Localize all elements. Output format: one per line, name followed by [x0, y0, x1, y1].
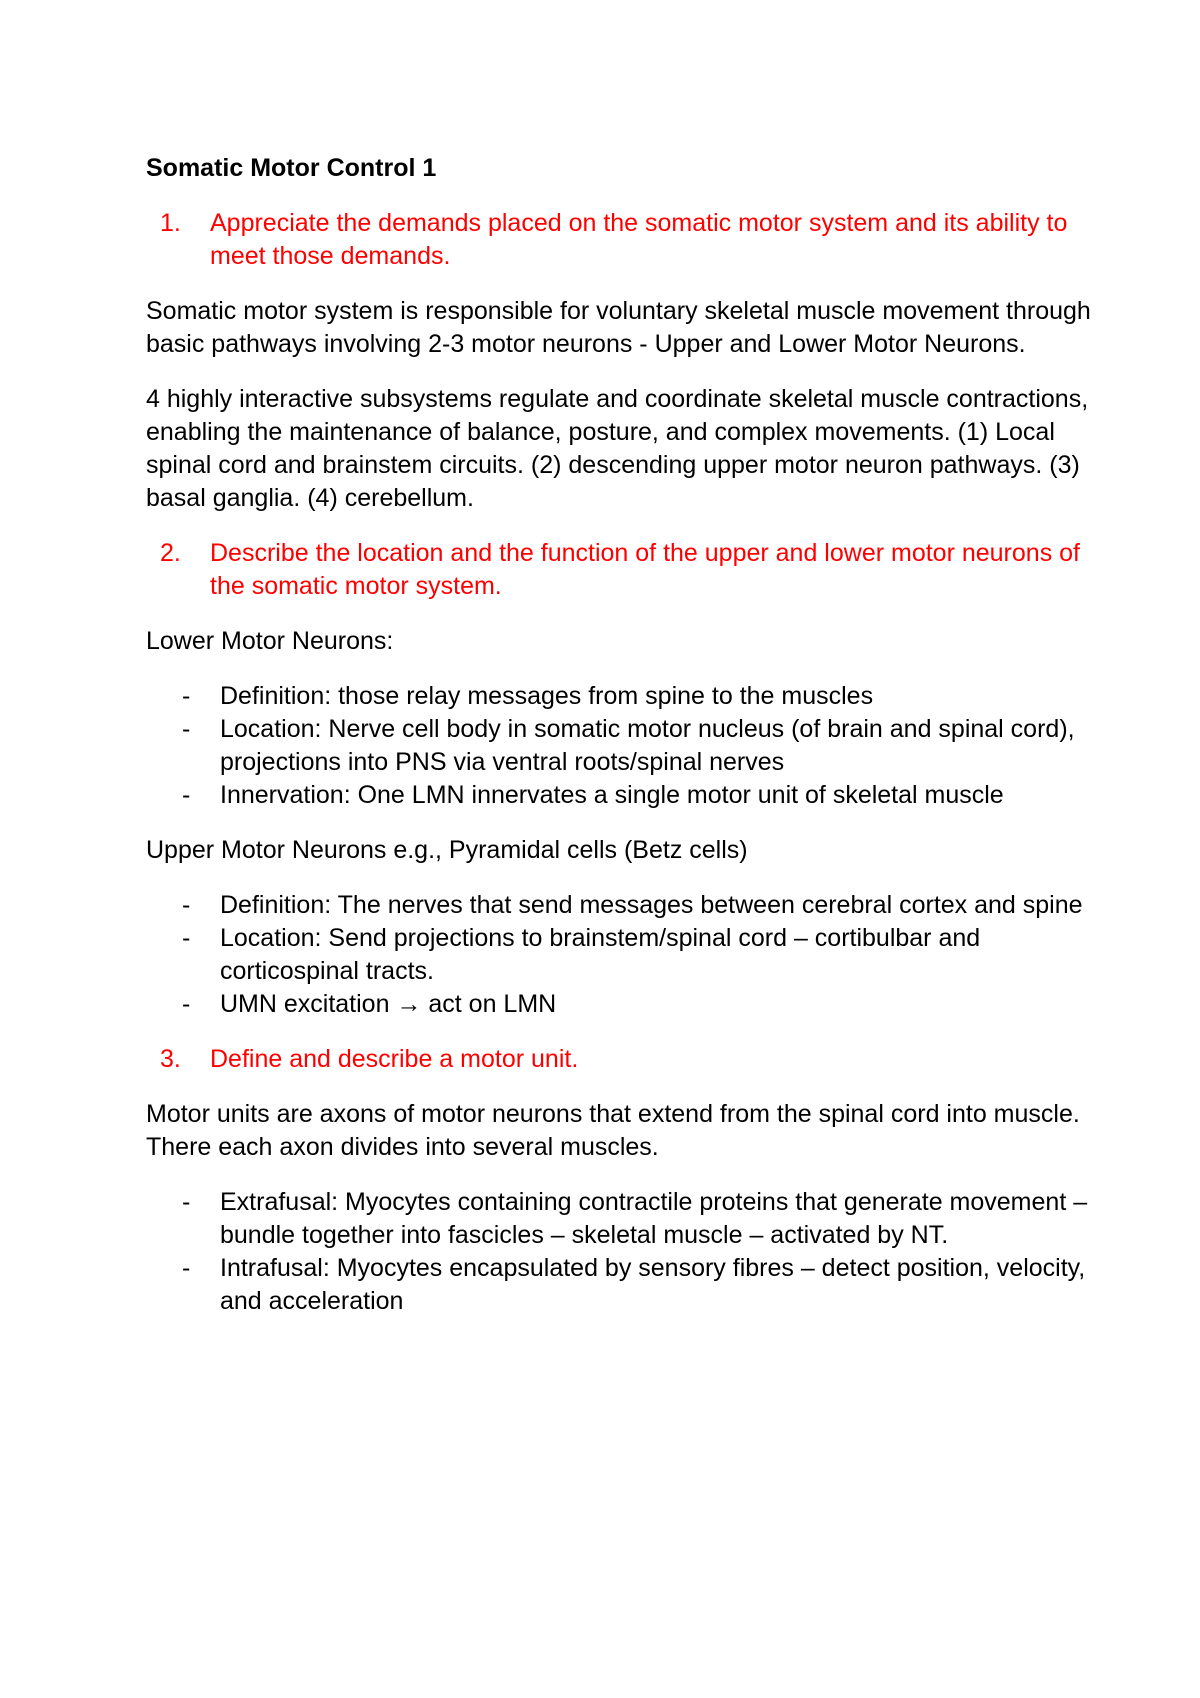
- objective-number: 2.: [160, 539, 181, 567]
- list-item-text: UMN excitation → act on LMN: [220, 990, 557, 1018]
- paragraph-motor-units: Motor units are axons of motor neurons that extend from the spinal cord into muscle. There each axon divides into several muscles.: [146, 1100, 1080, 1161]
- list-item: [146, 922, 1096, 988]
- dash-marker: -: [182, 924, 191, 952]
- list-item-text: Location: Send projections to brainstem/spinal cord – cortibulbar and corticospinal tracts.: [220, 924, 981, 985]
- list-item-text: Definition: those relay messages from spine to the muscles: [220, 682, 874, 710]
- list-item-text: Extrafusal: Myocytes containing contractile proteins that generate movement – bundle together into fascicles – skeletal muscle – activated by NT.: [220, 1188, 1088, 1249]
- dash-marker: -: [182, 781, 191, 809]
- list-item: [146, 988, 1096, 1021]
- list-item-text: Intrafusal: Myocytes encapsulated by sensory fibres – detect position, velocity, and acceleration: [220, 1254, 1086, 1315]
- list-item-text: Location: Nerve cell body in somatic motor nucleus (of brain and spinal cord), projections into PNS via ventral roots/spinal nerves: [220, 715, 1075, 776]
- list-item: [146, 1252, 1096, 1318]
- list-item: [146, 680, 1096, 713]
- lmn-heading: Lower Motor Neurons:: [146, 627, 394, 655]
- objective-2: [146, 537, 1096, 603]
- paragraph-subsystems: 4 highly interactive subsystems regulate and coordinate skeletal muscle contractions, enabling the maintenance of balance, posture, and complex movements. (1) Local spinal cord and brainstem circuits. (2) descending upper motor neuron pathways. (3) basal ganglia. (4) cerebellum.: [146, 385, 1089, 512]
- document-title: Somatic Motor Control 1: [146, 154, 437, 182]
- list-item: [146, 1186, 1096, 1252]
- fusal-list: [146, 1186, 1096, 1318]
- objective-3: [146, 1043, 1096, 1076]
- list-item: [146, 713, 1096, 779]
- dash-marker: -: [182, 682, 191, 710]
- paragraph-somatic-motor-system: Somatic motor system is responsible for voluntary skeletal muscle movement through basic pathways involving 2-3 motor neurons - Upper and Lower Motor Neurons.: [146, 297, 1091, 358]
- dash-marker: -: [182, 1254, 191, 1282]
- umn-heading: Upper Motor Neurons e.g., Pyramidal cells (Betz cells): [146, 836, 748, 864]
- objective-text: Describe the location and the function of the upper and lower motor neurons of the somatic motor system.: [210, 539, 1080, 600]
- dash-marker: -: [182, 1188, 191, 1216]
- list-item: [146, 889, 1096, 922]
- lmn-list: [146, 680, 1096, 812]
- objective-number: 1.: [160, 209, 181, 237]
- umn-list: [146, 889, 1096, 1021]
- list-item-text: Innervation: One LMN innervates a single motor unit of skeletal muscle: [220, 781, 1004, 809]
- objective-number: 3.: [160, 1045, 181, 1073]
- document-page: [146, 152, 1096, 1340]
- list-item-text: Definition: The nerves that send messages between cerebral cortex and spine: [220, 891, 1083, 919]
- dash-marker: -: [182, 990, 191, 1018]
- objective-text: Appreciate the demands placed on the somatic motor system and its ability to meet those demands.: [210, 209, 1068, 270]
- dash-marker: -: [182, 891, 191, 919]
- objective-text: Define and describe a motor unit.: [210, 1045, 579, 1073]
- list-item: [146, 779, 1096, 812]
- objective-1: [146, 207, 1096, 273]
- dash-marker: -: [182, 715, 191, 743]
